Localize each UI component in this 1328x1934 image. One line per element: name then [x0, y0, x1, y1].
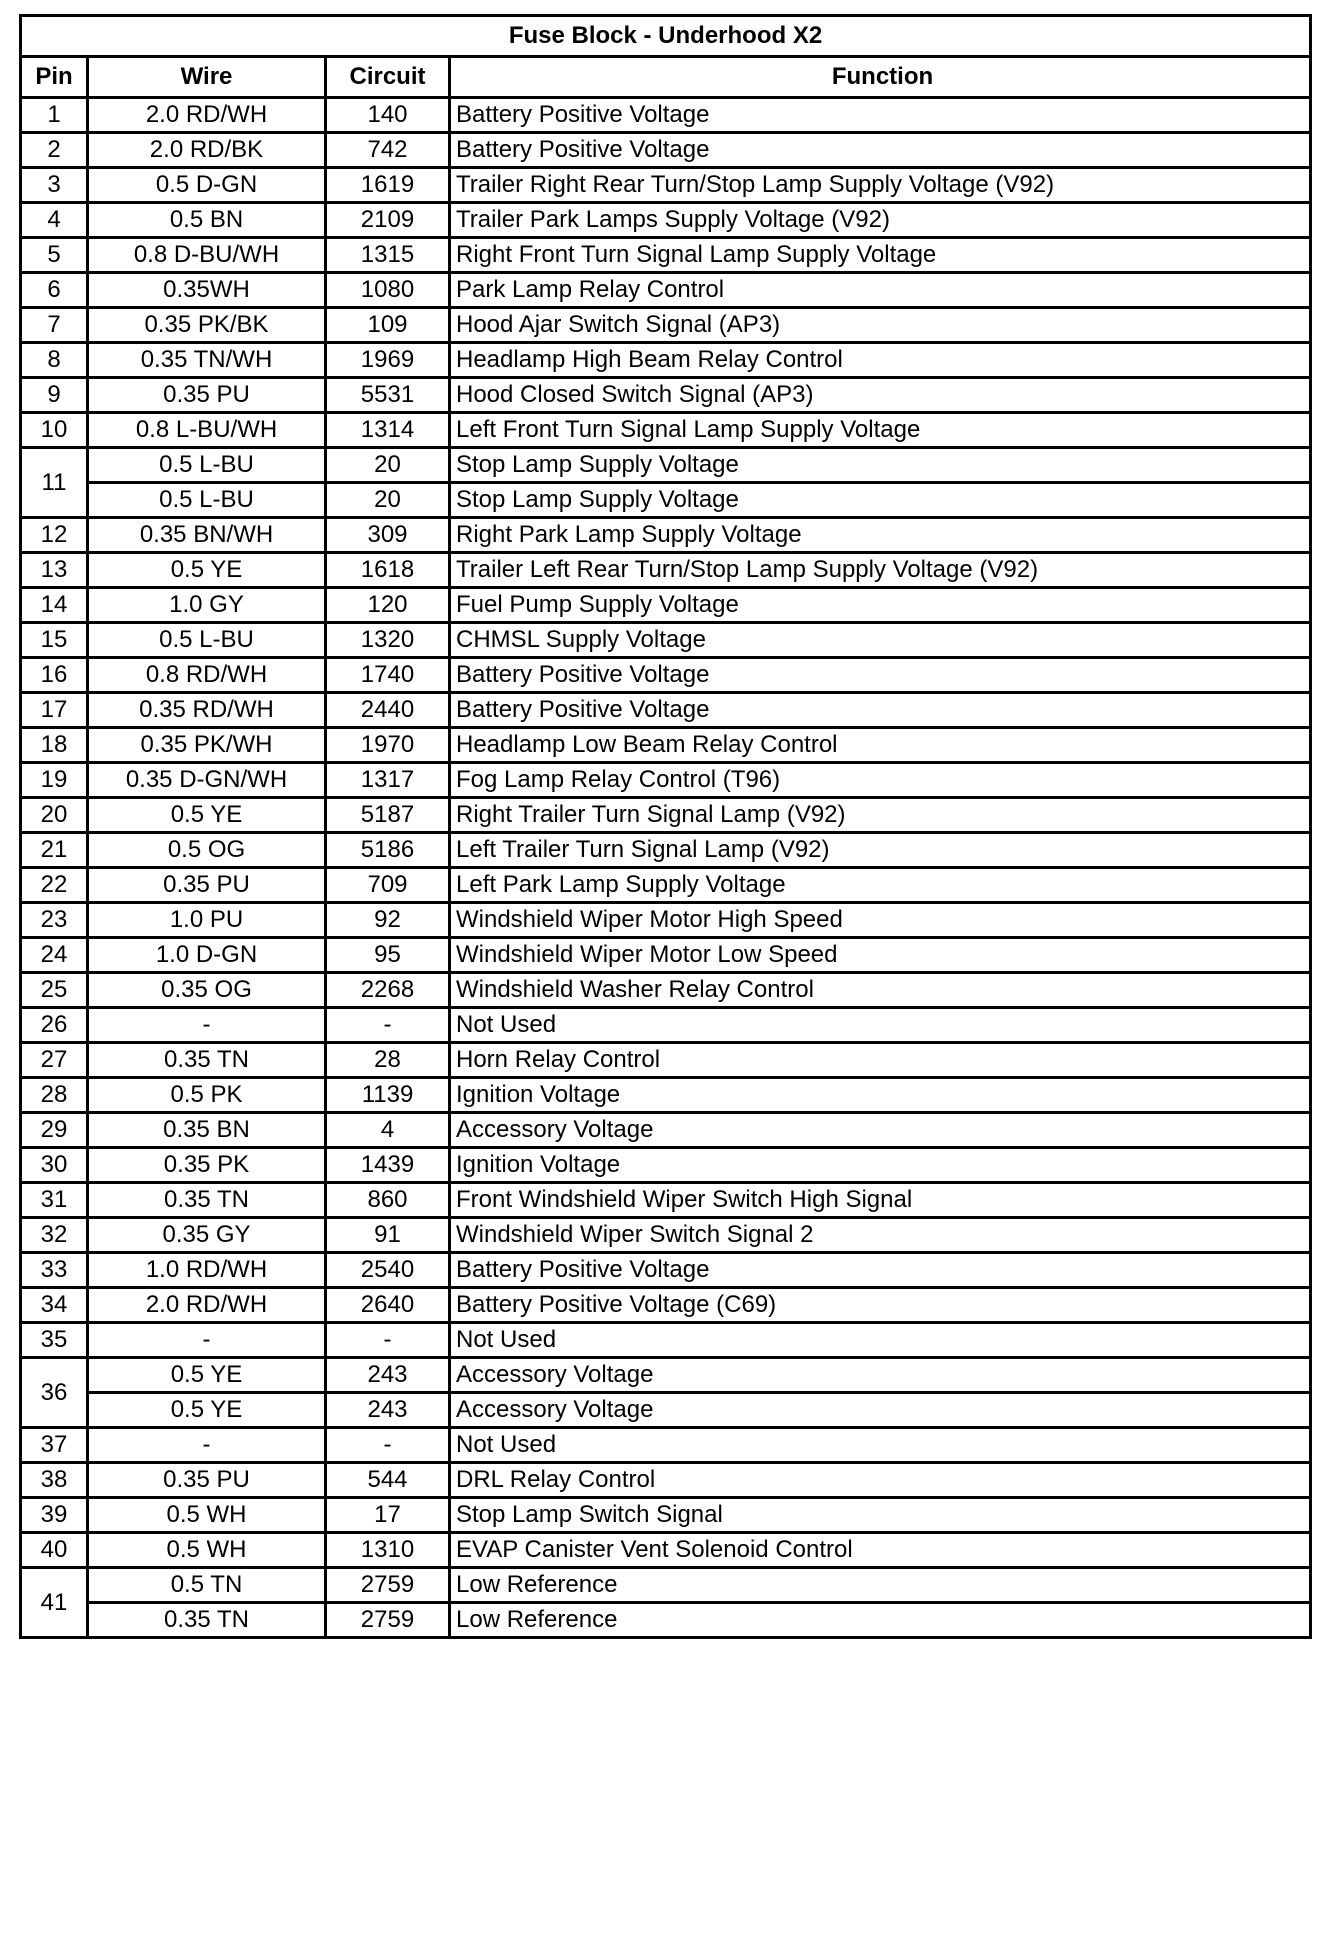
function-cell: Left Front Turn Signal Lamp Supply Voltage [450, 413, 1311, 448]
circuit-cell: 2109 [326, 203, 450, 238]
function-cell: Stop Lamp Supply Voltage [450, 448, 1311, 483]
table-row [21, 658, 1311, 693]
circuit-cell: 5531 [326, 378, 450, 413]
pin-cell: 11 [21, 448, 88, 518]
pin-cell: 6 [21, 273, 88, 308]
pin-cell: 4 [21, 203, 88, 238]
function-cell: Battery Positive Voltage [450, 98, 1311, 133]
table-row [21, 1323, 1311, 1358]
table-row [21, 1078, 1311, 1113]
circuit-cell: 2640 [326, 1288, 450, 1323]
table-row [21, 343, 1311, 378]
table-row [21, 203, 1311, 238]
pin-cell: 15 [21, 623, 88, 658]
table-row [21, 238, 1311, 273]
pin-cell: 36 [21, 1358, 88, 1428]
pin-cell: 14 [21, 588, 88, 623]
pin-cell: 32 [21, 1218, 88, 1253]
table-row [21, 1288, 1311, 1323]
function-cell: Hood Ajar Switch Signal (AP3) [450, 308, 1311, 343]
pin-cell: 7 [21, 308, 88, 343]
wire-cell: 0.5 WH [88, 1533, 326, 1568]
circuit-cell: 2268 [326, 973, 450, 1008]
pin-cell: 8 [21, 343, 88, 378]
function-cell: Not Used [450, 1323, 1311, 1358]
circuit-cell: 1619 [326, 168, 450, 203]
table-row [21, 1113, 1311, 1148]
function-cell: Right Park Lamp Supply Voltage [450, 518, 1311, 553]
pin-cell: 12 [21, 518, 88, 553]
pin-cell: 1 [21, 98, 88, 133]
header-pin: Pin [21, 57, 88, 98]
function-cell: CHMSL Supply Voltage [450, 623, 1311, 658]
circuit-cell: 709 [326, 868, 450, 903]
table-row [21, 1463, 1311, 1498]
wire-cell: 0.5 YE [88, 1358, 326, 1393]
function-cell: Front Windshield Wiper Switch High Signal [450, 1183, 1311, 1218]
circuit-cell: 91 [326, 1218, 450, 1253]
circuit-cell: 28 [326, 1043, 450, 1078]
wire-cell: 0.5 L-BU [88, 623, 326, 658]
table-row [21, 308, 1311, 343]
wire-cell: 0.8 RD/WH [88, 658, 326, 693]
function-cell: Headlamp Low Beam Relay Control [450, 728, 1311, 763]
function-cell: Ignition Voltage [450, 1148, 1311, 1183]
table-row [21, 1148, 1311, 1183]
function-cell: Windshield Wiper Motor Low Speed [450, 938, 1311, 973]
table-body [21, 98, 1311, 1638]
function-cell: Ignition Voltage [450, 1078, 1311, 1113]
table-row [21, 168, 1311, 203]
circuit-cell: 109 [326, 308, 450, 343]
function-cell: Not Used [450, 1008, 1311, 1043]
circuit-cell: 2540 [326, 1253, 450, 1288]
pin-cell: 22 [21, 868, 88, 903]
pin-cell: 25 [21, 973, 88, 1008]
circuit-cell: 120 [326, 588, 450, 623]
function-cell: Battery Positive Voltage [450, 658, 1311, 693]
circuit-cell: 4 [326, 1113, 450, 1148]
table-row [21, 1043, 1311, 1078]
function-cell: DRL Relay Control [450, 1463, 1311, 1498]
wire-cell: 0.35 PU [88, 868, 326, 903]
wire-cell: 0.5 OG [88, 833, 326, 868]
table-row [21, 1533, 1311, 1568]
wire-cell: 1.0 PU [88, 903, 326, 938]
circuit-cell: 544 [326, 1463, 450, 1498]
circuit-cell: 1320 [326, 623, 450, 658]
function-cell: Trailer Left Rear Turn/Stop Lamp Supply Voltage (V92) [450, 553, 1311, 588]
wire-cell: 1.0 D-GN [88, 938, 326, 973]
wire-cell: 0.5 L-BU [88, 448, 326, 483]
circuit-cell: 17 [326, 1498, 450, 1533]
circuit-cell: 243 [326, 1393, 450, 1428]
wire-cell: 0.35 GY [88, 1218, 326, 1253]
circuit-cell: 1970 [326, 728, 450, 763]
function-cell: Trailer Right Rear Turn/Stop Lamp Supply Voltage (V92) [450, 168, 1311, 203]
table-row [21, 868, 1311, 903]
function-cell: Windshield Wiper Switch Signal 2 [450, 1218, 1311, 1253]
function-cell: Horn Relay Control [450, 1043, 1311, 1078]
table-row [21, 413, 1311, 448]
circuit-cell: 20 [326, 448, 450, 483]
function-cell: Battery Positive Voltage [450, 693, 1311, 728]
function-cell: Fog Lamp Relay Control (T96) [450, 763, 1311, 798]
table-row [21, 98, 1311, 133]
pin-cell: 39 [21, 1498, 88, 1533]
table-row [21, 973, 1311, 1008]
table-row [21, 903, 1311, 938]
wire-cell: 0.35 PU [88, 378, 326, 413]
wire-cell: 0.35 TN/WH [88, 343, 326, 378]
function-cell: Left Trailer Turn Signal Lamp (V92) [450, 833, 1311, 868]
table-row [21, 588, 1311, 623]
pin-cell: 30 [21, 1148, 88, 1183]
table-row [21, 1428, 1311, 1463]
pin-cell: 13 [21, 553, 88, 588]
wire-cell: 0.35 BN [88, 1113, 326, 1148]
wire-cell: 2.0 RD/WH [88, 1288, 326, 1323]
circuit-cell: 92 [326, 903, 450, 938]
pin-cell: 18 [21, 728, 88, 763]
table-row [21, 1393, 1311, 1428]
table-row [21, 273, 1311, 308]
function-cell: EVAP Canister Vent Solenoid Control [450, 1533, 1311, 1568]
table-row [21, 378, 1311, 413]
title-row [21, 16, 1311, 57]
header-circuit: Circuit [326, 57, 450, 98]
circuit-cell: 20 [326, 483, 450, 518]
table-row [21, 1008, 1311, 1043]
header-wire: Wire [88, 57, 326, 98]
table-row [21, 518, 1311, 553]
table-row [21, 623, 1311, 658]
circuit-cell: 1618 [326, 553, 450, 588]
function-cell: Low Reference [450, 1603, 1311, 1638]
function-cell: Stop Lamp Switch Signal [450, 1498, 1311, 1533]
wire-cell: 0.5 L-BU [88, 483, 326, 518]
table-row [21, 798, 1311, 833]
table-row [21, 728, 1311, 763]
function-cell: Battery Positive Voltage [450, 1253, 1311, 1288]
circuit-cell: 860 [326, 1183, 450, 1218]
wire-cell: 0.35 OG [88, 973, 326, 1008]
wire-cell: 0.35 PK/BK [88, 308, 326, 343]
wire-cell: 0.5 BN [88, 203, 326, 238]
wire-cell: 0.5 D-GN [88, 168, 326, 203]
wire-cell: 0.35 TN [88, 1183, 326, 1218]
wire-cell: - [88, 1428, 326, 1463]
table-row [21, 133, 1311, 168]
pin-cell: 35 [21, 1323, 88, 1358]
function-cell: Battery Positive Voltage (C69) [450, 1288, 1311, 1323]
pin-cell: 24 [21, 938, 88, 973]
wire-cell: 0.35WH [88, 273, 326, 308]
function-cell: Stop Lamp Supply Voltage [450, 483, 1311, 518]
circuit-cell: 1310 [326, 1533, 450, 1568]
wire-cell: 0.35 PK/WH [88, 728, 326, 763]
wire-cell: 1.0 RD/WH [88, 1253, 326, 1288]
pin-cell: 26 [21, 1008, 88, 1043]
wire-cell: 2.0 RD/BK [88, 133, 326, 168]
function-cell: Accessory Voltage [450, 1113, 1311, 1148]
table-row [21, 483, 1311, 518]
wire-cell: 0.5 WH [88, 1498, 326, 1533]
pin-cell: 37 [21, 1428, 88, 1463]
wire-cell: 0.35 PK [88, 1148, 326, 1183]
table-row [21, 938, 1311, 973]
circuit-cell: 309 [326, 518, 450, 553]
pin-cell: 17 [21, 693, 88, 728]
circuit-cell: 1314 [326, 413, 450, 448]
circuit-cell: - [326, 1323, 450, 1358]
wire-cell: 0.5 PK [88, 1078, 326, 1113]
pin-cell: 28 [21, 1078, 88, 1113]
table-row [21, 693, 1311, 728]
wire-cell: 0.5 YE [88, 798, 326, 833]
function-cell: Windshield Wiper Motor High Speed [450, 903, 1311, 938]
circuit-cell: 1969 [326, 343, 450, 378]
wire-cell: - [88, 1323, 326, 1358]
pin-cell: 40 [21, 1533, 88, 1568]
pin-cell: 31 [21, 1183, 88, 1218]
function-cell: Park Lamp Relay Control [450, 273, 1311, 308]
wire-cell: 0.5 YE [88, 553, 326, 588]
wire-cell: 0.35 D-GN/WH [88, 763, 326, 798]
pin-cell: 16 [21, 658, 88, 693]
circuit-cell: 140 [326, 98, 450, 133]
pin-cell: 33 [21, 1253, 88, 1288]
table-row [21, 448, 1311, 483]
pin-cell: 5 [21, 238, 88, 273]
wire-cell: 0.35 TN [88, 1603, 326, 1638]
pin-cell: 3 [21, 168, 88, 203]
circuit-cell: 742 [326, 133, 450, 168]
pin-cell: 23 [21, 903, 88, 938]
circuit-cell: 2440 [326, 693, 450, 728]
pin-cell: 41 [21, 1568, 88, 1638]
pin-cell: 34 [21, 1288, 88, 1323]
table-row [21, 1183, 1311, 1218]
table-row [21, 1358, 1311, 1393]
function-cell: Battery Positive Voltage [450, 133, 1311, 168]
wire-cell: - [88, 1008, 326, 1043]
pin-cell: 9 [21, 378, 88, 413]
pin-cell: 19 [21, 763, 88, 798]
pin-cell: 21 [21, 833, 88, 868]
table-row [21, 1498, 1311, 1533]
function-cell: Trailer Park Lamps Supply Voltage (V92) [450, 203, 1311, 238]
function-cell: Fuel Pump Supply Voltage [450, 588, 1311, 623]
circuit-cell: 1315 [326, 238, 450, 273]
table-row [21, 1218, 1311, 1253]
circuit-cell: 1080 [326, 273, 450, 308]
pin-cell: 10 [21, 413, 88, 448]
wire-cell: 0.8 D-BU/WH [88, 238, 326, 273]
table-row [21, 763, 1311, 798]
wire-cell: 0.8 L-BU/WH [88, 413, 326, 448]
wire-cell: 1.0 GY [88, 588, 326, 623]
wire-cell: 0.35 TN [88, 1043, 326, 1078]
table-row [21, 1603, 1311, 1638]
circuit-cell: - [326, 1428, 450, 1463]
wire-cell: 0.35 RD/WH [88, 693, 326, 728]
function-cell: Windshield Washer Relay Control [450, 973, 1311, 1008]
circuit-cell: - [326, 1008, 450, 1043]
circuit-cell: 95 [326, 938, 450, 973]
table-row [21, 553, 1311, 588]
pin-cell: 27 [21, 1043, 88, 1078]
wire-cell: 0.5 YE [88, 1393, 326, 1428]
header-row [21, 57, 1311, 98]
wire-cell: 0.5 TN [88, 1568, 326, 1603]
table-row [21, 1568, 1311, 1603]
table-row [21, 1253, 1311, 1288]
table-row [21, 833, 1311, 868]
function-cell: Not Used [450, 1428, 1311, 1463]
function-cell: Accessory Voltage [450, 1358, 1311, 1393]
circuit-cell: 5186 [326, 833, 450, 868]
function-cell: Accessory Voltage [450, 1393, 1311, 1428]
pin-cell: 38 [21, 1463, 88, 1498]
function-cell: Low Reference [450, 1568, 1311, 1603]
pin-cell: 2 [21, 133, 88, 168]
circuit-cell: 1740 [326, 658, 450, 693]
pin-cell: 29 [21, 1113, 88, 1148]
wire-cell: 2.0 RD/WH [88, 98, 326, 133]
function-cell: Right Front Turn Signal Lamp Supply Voltage [450, 238, 1311, 273]
fuse-block-table [19, 14, 1312, 1639]
header-function: Function [450, 57, 1311, 98]
wire-cell: 0.35 PU [88, 1463, 326, 1498]
function-cell: Headlamp High Beam Relay Control [450, 343, 1311, 378]
circuit-cell: 1317 [326, 763, 450, 798]
circuit-cell: 1139 [326, 1078, 450, 1113]
function-cell: Right Trailer Turn Signal Lamp (V92) [450, 798, 1311, 833]
function-cell: Left Park Lamp Supply Voltage [450, 868, 1311, 903]
wire-cell: 0.35 BN/WH [88, 518, 326, 553]
circuit-cell: 2759 [326, 1568, 450, 1603]
pin-cell: 20 [21, 798, 88, 833]
circuit-cell: 2759 [326, 1603, 450, 1638]
circuit-cell: 243 [326, 1358, 450, 1393]
circuit-cell: 5187 [326, 798, 450, 833]
table-title: Fuse Block - Underhood X2 [21, 16, 1311, 57]
function-cell: Hood Closed Switch Signal (AP3) [450, 378, 1311, 413]
circuit-cell: 1439 [326, 1148, 450, 1183]
